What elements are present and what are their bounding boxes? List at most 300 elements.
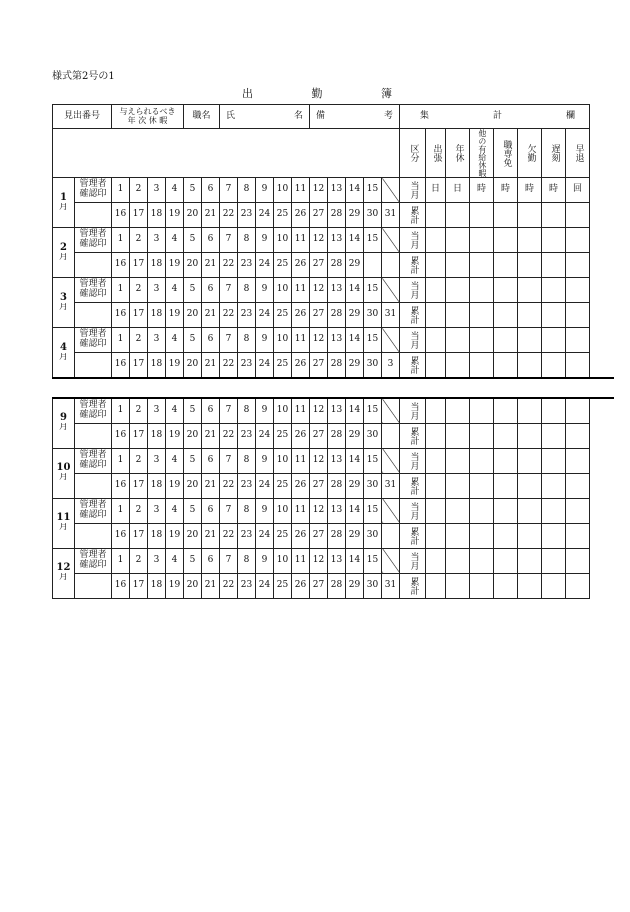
day-cell: 18 <box>148 573 166 598</box>
annual-leave-header: 年休 <box>446 129 470 178</box>
summary-cumulative-cell <box>494 303 518 328</box>
day-cell: 2 <box>130 178 148 203</box>
summary-current-cell <box>446 178 470 203</box>
day-cell: 7 <box>220 498 238 523</box>
summary-cumulative-cell <box>426 253 446 278</box>
summary-current-cell <box>518 448 542 473</box>
month-row-first-half <box>53 498 614 523</box>
summary-cumulative-cell <box>470 523 494 548</box>
day-cell: 19 <box>166 203 184 228</box>
summary-cumulative-cell <box>426 573 446 598</box>
day-cell: 1 <box>112 228 130 253</box>
month-row-first-half <box>53 178 614 203</box>
day-cell: 24 <box>256 353 274 378</box>
day-cell: 25 <box>274 423 292 448</box>
day-cell: 3 <box>148 448 166 473</box>
summary-cumulative-cell <box>542 203 566 228</box>
day-cell: 16 <box>112 423 130 448</box>
seal-box <box>75 473 112 498</box>
summary-cumulative-cell <box>542 253 566 278</box>
day-cell: 16 <box>112 253 130 278</box>
title-char: 簿 <box>381 87 392 100</box>
day-cell: 14 <box>346 228 364 253</box>
day-cell: 9 <box>256 448 274 473</box>
day-cell: 18 <box>148 523 166 548</box>
summary-current-cell <box>426 498 446 523</box>
seal-box <box>75 253 112 278</box>
form-number: 様式第2号の1 <box>52 71 115 82</box>
day-cell: 1 <box>112 448 130 473</box>
day-cell: 14 <box>346 448 364 473</box>
summary-current-cell <box>426 178 446 203</box>
day-cell: 2 <box>130 498 148 523</box>
diagonal-cell <box>382 498 400 523</box>
day-cell: 30 <box>364 203 382 228</box>
day-cell: 19 <box>166 423 184 448</box>
day-cell: 22 <box>220 423 238 448</box>
month-unit: 月 <box>53 353 75 378</box>
day-cell: 20 <box>184 203 202 228</box>
current-month-label: 当月 <box>400 498 426 523</box>
day-cell: 22 <box>220 303 238 328</box>
seal-label: 確認印 <box>79 409 107 420</box>
diagonal-cell <box>382 448 400 473</box>
day-cell: 13 <box>328 548 346 573</box>
current-month-label: 当月 <box>400 278 426 303</box>
summary-current-cell <box>542 178 566 203</box>
summary-cumulative-cell <box>426 523 446 548</box>
header-row <box>53 105 614 129</box>
day-cell: 4 <box>166 498 184 523</box>
seal-box <box>75 523 112 548</box>
day-cell: 8 <box>238 328 256 353</box>
day-cell: 9 <box>256 228 274 253</box>
summary-cumulative-cell <box>426 203 446 228</box>
day-cell: 4 <box>166 178 184 203</box>
month-row-first-half <box>53 548 614 573</box>
day-cell: 6 <box>202 398 220 423</box>
day-cell: 20 <box>184 253 202 278</box>
cumulative-label: 累計 <box>400 423 426 448</box>
summary-current-cell <box>566 328 590 353</box>
day-cell: 23 <box>238 353 256 378</box>
day-cell: 6 <box>202 228 220 253</box>
current-month-label: 当月 <box>400 328 426 353</box>
day-cell: 27 <box>310 473 328 498</box>
day-cell: 7 <box>220 228 238 253</box>
day-cell: 17 <box>130 423 148 448</box>
manager-seal-label <box>75 278 112 303</box>
day-cell: 17 <box>130 353 148 378</box>
day-cell: 8 <box>238 498 256 523</box>
day-cell: 9 <box>256 278 274 303</box>
month-row-second-half <box>53 303 614 328</box>
summary-current-cell <box>470 398 494 423</box>
day-cell: 18 <box>148 423 166 448</box>
day-cell: 19 <box>166 523 184 548</box>
summary-current-cell <box>542 398 566 423</box>
position-header: 職名 <box>184 105 220 129</box>
summary-cumulative-cell <box>566 203 590 228</box>
day-cell: 21 <box>202 353 220 378</box>
cumulative-label: 累計 <box>400 303 426 328</box>
summary-cumulative-cell <box>518 473 542 498</box>
day-cell: 2 <box>130 278 148 303</box>
summary-current-cell <box>518 328 542 353</box>
summary-cumulative-cell <box>518 303 542 328</box>
leave-given-line2: 年 次 休 暇 <box>127 115 168 125</box>
day-cell-31: 31 <box>382 573 400 598</box>
day-cell: 9 <box>256 328 274 353</box>
seal-label: 確認印 <box>79 459 107 470</box>
day-cell: 12 <box>310 178 328 203</box>
summary-current-cell <box>470 448 494 473</box>
summary-cumulative-cell <box>446 573 470 598</box>
day-cell: 28 <box>328 573 346 598</box>
summary-current-cell <box>446 398 470 423</box>
day-cell: 1 <box>112 398 130 423</box>
summary-current-cell <box>566 278 590 303</box>
day-cell: 28 <box>328 523 346 548</box>
day-cell: 30 <box>364 303 382 328</box>
day-cell: 3 <box>148 498 166 523</box>
cumulative-label: 累計 <box>400 353 426 378</box>
current-month-label: 当月 <box>400 548 426 573</box>
day-cell: 27 <box>310 253 328 278</box>
summary-char: 集 <box>420 110 430 121</box>
day-cell: 22 <box>220 473 238 498</box>
day-cell: 11 <box>292 328 310 353</box>
day-cell: 15 <box>364 328 382 353</box>
day-cell: 8 <box>238 278 256 303</box>
name-header <box>220 105 310 129</box>
day-cell: 24 <box>256 573 274 598</box>
day-cell-31: 31 <box>382 303 400 328</box>
summary-current-cell <box>470 278 494 303</box>
day-cell: 12 <box>310 448 328 473</box>
day-cell: 27 <box>310 203 328 228</box>
day-cell: 12 <box>310 548 328 573</box>
month-number: 3 <box>53 278 75 303</box>
unit-label: 日 <box>430 184 440 195</box>
day-cell: 23 <box>238 423 256 448</box>
cumulative-label: 累計 <box>400 253 426 278</box>
summary-cumulative-cell <box>470 353 494 378</box>
day-cell-31: 31 <box>382 473 400 498</box>
unit-label: 時 <box>548 184 558 195</box>
seal-box <box>75 303 112 328</box>
day-cell: 19 <box>166 253 184 278</box>
summary-current-cell <box>470 228 494 253</box>
day-cell: 3 <box>148 278 166 303</box>
cumulative-label: 累計 <box>400 573 426 598</box>
summary-cumulative-cell <box>494 473 518 498</box>
day-cell: 10 <box>274 278 292 303</box>
summary-cumulative-cell <box>470 423 494 448</box>
diagonal-cell <box>382 398 400 423</box>
early-leave-header: 早退 <box>566 129 590 178</box>
day-cell: 7 <box>220 548 238 573</box>
day-cell: 5 <box>184 448 202 473</box>
day-cell: 17 <box>130 473 148 498</box>
month-number: 11 <box>53 498 75 523</box>
day-cell: 13 <box>328 178 346 203</box>
day-cell: 6 <box>202 278 220 303</box>
diagonal-cell <box>382 328 400 353</box>
manager-label: 管理者 <box>79 229 107 240</box>
day-cell: 25 <box>274 573 292 598</box>
day-cell: 27 <box>310 303 328 328</box>
manager-seal-label <box>75 548 112 573</box>
month-row-first-half <box>53 328 614 353</box>
day-cell: 12 <box>310 498 328 523</box>
manager-label: 管理者 <box>79 179 107 190</box>
month-unit: 月 <box>53 523 75 548</box>
summary-current-cell <box>542 228 566 253</box>
day-cell: 26 <box>292 353 310 378</box>
month-row-second-half <box>53 353 614 378</box>
day-cell: 16 <box>112 473 130 498</box>
summary-current-cell <box>494 498 518 523</box>
day-cell: 2 <box>130 448 148 473</box>
day-cell: 21 <box>202 203 220 228</box>
summary-current-cell <box>494 548 518 573</box>
summary-current-cell <box>446 548 470 573</box>
seal-box <box>75 203 112 228</box>
header-blank <box>53 129 400 178</box>
seal-label: 確認印 <box>79 339 107 349</box>
day-cell: 30 <box>364 353 382 378</box>
day-cell: 16 <box>112 523 130 548</box>
summary-header <box>400 105 590 129</box>
month-number: 2 <box>53 228 75 253</box>
day-cell: 23 <box>238 203 256 228</box>
day-cell: 18 <box>148 203 166 228</box>
summary-cumulative-cell <box>542 423 566 448</box>
day-cell-31 <box>382 253 400 278</box>
day-cell: 13 <box>328 398 346 423</box>
summary-cumulative-cell <box>494 353 518 378</box>
current-month-label: 当月 <box>400 228 426 253</box>
day-cell-31 <box>382 523 400 548</box>
day-cell: 27 <box>310 353 328 378</box>
unit-label: 時 <box>500 184 510 195</box>
day-cell: 5 <box>184 178 202 203</box>
summary-cumulative-cell <box>446 473 470 498</box>
summary-current-cell <box>518 228 542 253</box>
day-cell: 20 <box>184 523 202 548</box>
day-cell: 8 <box>238 178 256 203</box>
summary-cumulative-cell <box>470 203 494 228</box>
day-cell: 30 <box>364 573 382 598</box>
diagonal-cell <box>382 178 400 203</box>
day-cell: 16 <box>112 353 130 378</box>
summary-cumulative-cell <box>494 523 518 548</box>
summary-cumulative-cell <box>470 303 494 328</box>
day-cell: 7 <box>220 398 238 423</box>
day-cell: 7 <box>220 278 238 303</box>
summary-current-cell <box>446 228 470 253</box>
day-cell: 29 <box>346 523 364 548</box>
duty-exempt-header: 職専免 <box>494 129 518 178</box>
summary-cumulative-cell <box>446 523 470 548</box>
remarks-header <box>310 105 400 129</box>
seal-box <box>75 353 112 378</box>
manager-label: 管理者 <box>79 329 107 340</box>
day-cell: 13 <box>328 328 346 353</box>
month-unit: 月 <box>53 203 75 228</box>
day-cell: 12 <box>310 328 328 353</box>
day-cell: 30 <box>364 523 382 548</box>
attendance-table-bottom <box>52 397 614 599</box>
day-cell: 7 <box>220 328 238 353</box>
cumulative-label: 累計 <box>400 473 426 498</box>
unit-label: 日 <box>452 184 462 195</box>
day-cell: 19 <box>166 573 184 598</box>
month-row-second-half <box>53 573 614 598</box>
summary-cumulative-cell <box>426 423 446 448</box>
day-cell: 9 <box>256 398 274 423</box>
month-row-second-half <box>53 203 614 228</box>
absence-header: 欠勤 <box>518 129 542 178</box>
unit-label: 回 <box>572 184 582 195</box>
day-cell: 27 <box>310 573 328 598</box>
summary-cumulative-cell <box>566 353 590 378</box>
summary-cumulative-cell <box>470 253 494 278</box>
day-cell: 9 <box>256 548 274 573</box>
day-cell: 22 <box>220 203 238 228</box>
summary-cumulative-cell <box>566 473 590 498</box>
day-cell: 28 <box>328 473 346 498</box>
cumulative-label: 累計 <box>400 523 426 548</box>
day-cell: 5 <box>184 398 202 423</box>
day-cell: 8 <box>238 448 256 473</box>
month-row-first-half <box>53 448 614 473</box>
seal-label: 確認印 <box>79 289 107 299</box>
month-row-second-half <box>53 423 614 448</box>
summary-current-cell <box>518 548 542 573</box>
day-cell: 22 <box>220 253 238 278</box>
day-cell: 6 <box>202 448 220 473</box>
summary-current-cell <box>494 398 518 423</box>
day-cell: 8 <box>238 398 256 423</box>
day-cell: 2 <box>130 228 148 253</box>
summary-cumulative-cell <box>518 353 542 378</box>
day-cell-31 <box>382 423 400 448</box>
month-number: 10 <box>53 448 75 473</box>
cumulative-label: 累計 <box>400 203 426 228</box>
month-number: 1 <box>53 178 75 203</box>
day-cell: 19 <box>166 303 184 328</box>
document-title <box>242 85 392 101</box>
trip-header: 出張 <box>426 129 446 178</box>
summary-cumulative-cell <box>446 203 470 228</box>
heading-no-header: 見出番号 <box>53 105 112 129</box>
day-cell: 26 <box>292 303 310 328</box>
summary-cumulative-cell <box>446 353 470 378</box>
day-cell: 14 <box>346 398 364 423</box>
manager-label: 管理者 <box>79 279 107 290</box>
day-cell: 17 <box>130 523 148 548</box>
summary-char: 欄 <box>565 110 575 121</box>
day-cell: 29 <box>346 353 364 378</box>
summary-cumulative-cell <box>542 353 566 378</box>
summary-cumulative-cell <box>494 573 518 598</box>
summary-cumulative-cell <box>518 423 542 448</box>
summary-cumulative-cell <box>518 203 542 228</box>
day-cell: 28 <box>328 353 346 378</box>
summary-cumulative-cell <box>470 573 494 598</box>
name-char: 氏 <box>226 110 236 121</box>
day-cell: 6 <box>202 328 220 353</box>
day-cell: 3 <box>148 548 166 573</box>
manager-label: 管理者 <box>79 499 107 510</box>
day-cell <box>364 253 382 278</box>
summary-current-cell <box>426 228 446 253</box>
manager-seal-label <box>75 448 112 473</box>
day-cell: 1 <box>112 178 130 203</box>
seal-label: 確認印 <box>79 559 107 570</box>
summary-current-cell <box>494 278 518 303</box>
seal-box <box>75 573 112 598</box>
day-cell: 3 <box>148 398 166 423</box>
day-cell: 4 <box>166 328 184 353</box>
month-number: 12 <box>53 548 75 573</box>
summary-cumulative-cell <box>518 573 542 598</box>
summary-current-cell <box>518 278 542 303</box>
day-cell: 20 <box>184 353 202 378</box>
day-cell: 15 <box>364 278 382 303</box>
summary-current-cell <box>494 178 518 203</box>
summary-current-cell <box>566 178 590 203</box>
month-row-first-half <box>53 398 614 423</box>
month-unit: 月 <box>53 303 75 328</box>
summary-cumulative-cell <box>566 523 590 548</box>
day-cell: 7 <box>220 178 238 203</box>
day-cell: 18 <box>148 353 166 378</box>
manager-label: 管理者 <box>79 399 107 410</box>
day-cell: 17 <box>130 253 148 278</box>
summary-current-cell <box>470 498 494 523</box>
day-cell: 24 <box>256 303 274 328</box>
day-cell: 24 <box>256 423 274 448</box>
day-cell: 5 <box>184 498 202 523</box>
attendance-table-top <box>52 104 614 379</box>
day-cell: 28 <box>328 253 346 278</box>
summary-current-cell <box>566 498 590 523</box>
summary-cumulative-cell <box>542 303 566 328</box>
seal-label: 確認印 <box>79 509 107 520</box>
day-cell: 27 <box>310 423 328 448</box>
current-month-label: 当月 <box>400 178 426 203</box>
day-cell: 10 <box>274 328 292 353</box>
day-cell: 22 <box>220 353 238 378</box>
day-cell: 21 <box>202 573 220 598</box>
summary-cumulative-cell <box>566 303 590 328</box>
day-cell: 28 <box>328 423 346 448</box>
day-cell: 10 <box>274 448 292 473</box>
day-cell: 20 <box>184 303 202 328</box>
day-cell: 15 <box>364 178 382 203</box>
day-cell: 10 <box>274 548 292 573</box>
manager-seal-label <box>75 228 112 253</box>
month-unit: 月 <box>53 573 75 598</box>
summary-current-cell <box>426 328 446 353</box>
manager-label: 管理者 <box>79 549 107 560</box>
manager-label: 管理者 <box>79 449 107 460</box>
day-cell: 7 <box>220 448 238 473</box>
month-unit: 月 <box>53 473 75 498</box>
